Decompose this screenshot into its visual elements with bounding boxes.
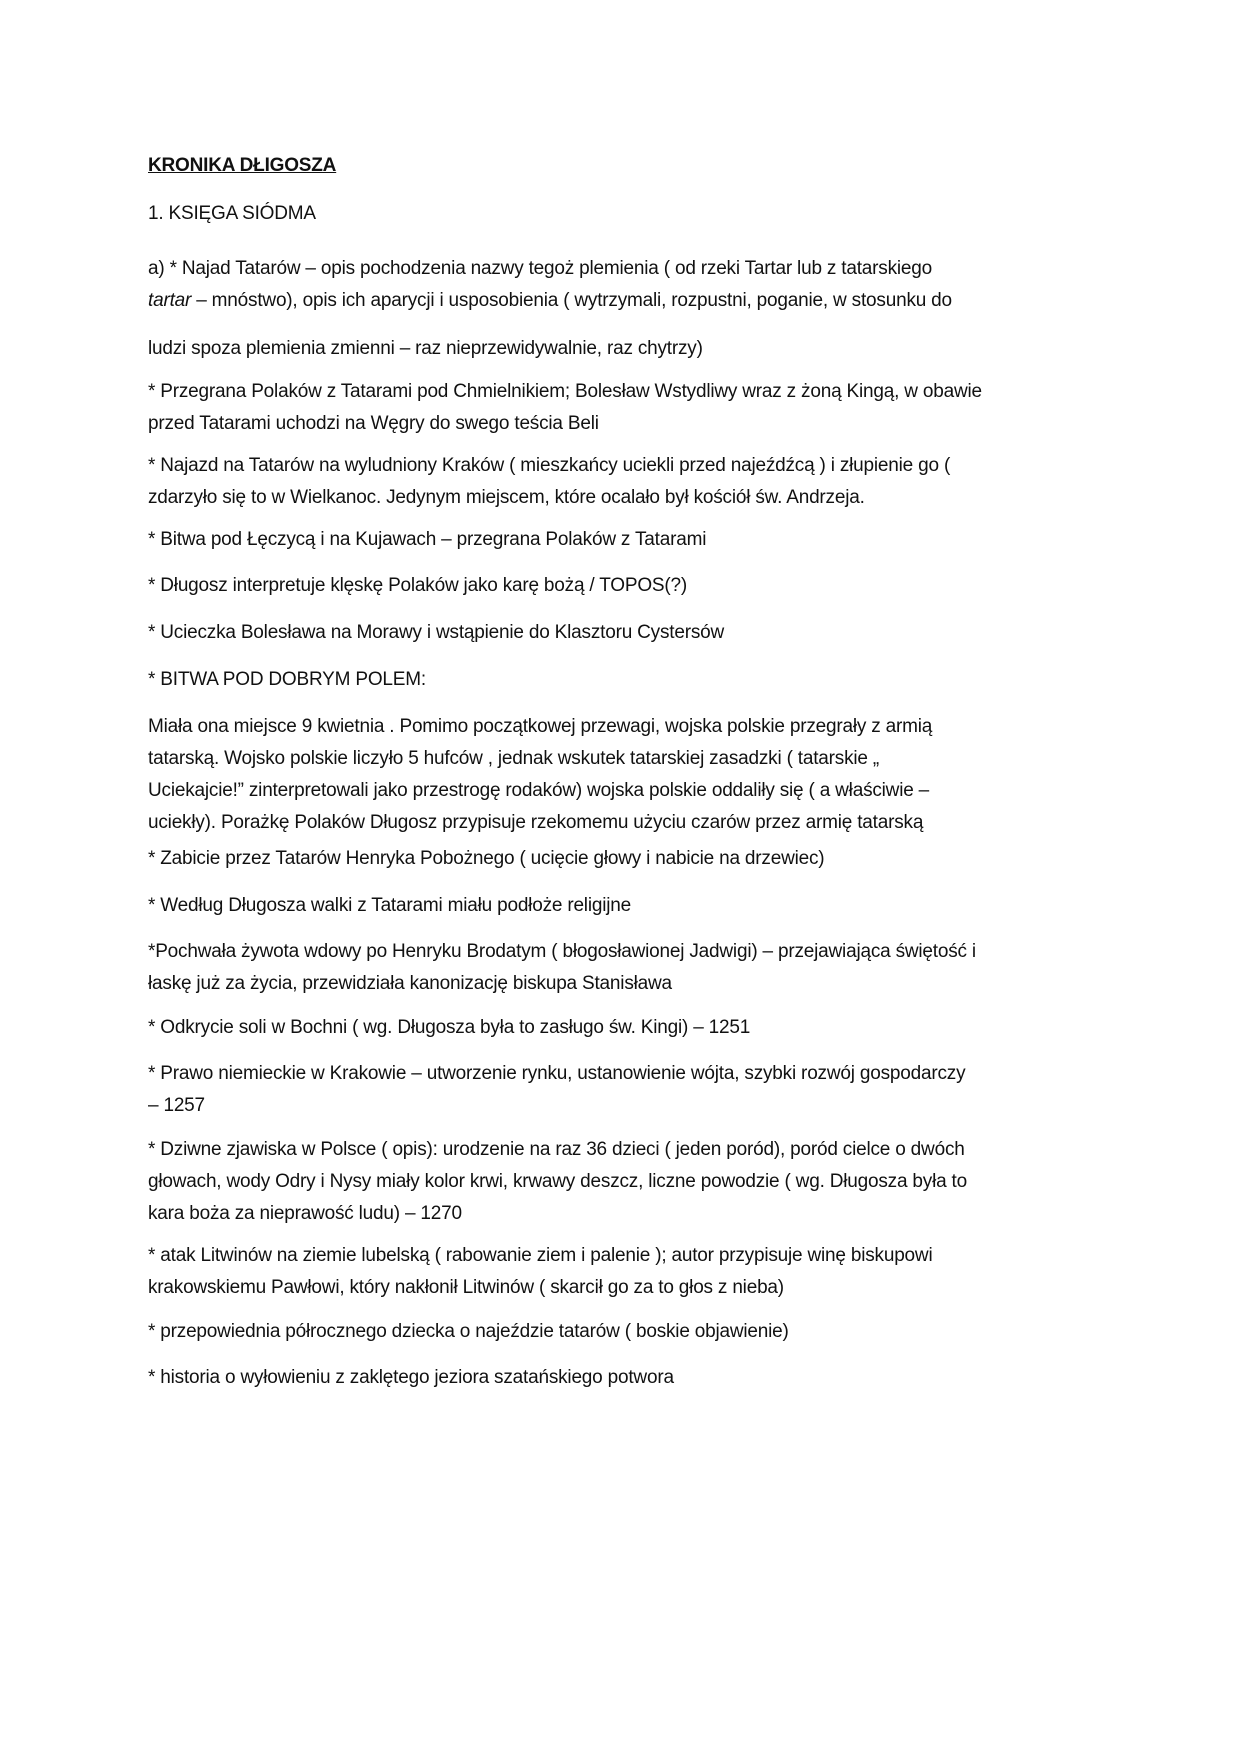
paragraph-bochnia — [148, 1012, 1098, 1044]
paragraph-line: * historia o wyłowieniu z zaklętego jeziora szatańskiego potwora — [148, 1367, 674, 1388]
paragraph-battle-heading — [148, 664, 1098, 696]
paragraph-line: ludzi spoza plemienia zmienni – raz nieprzewidywalnie, raz chytrzy) — [148, 338, 703, 359]
paragraph-line: * atak Litwinów na ziemie lubelską ( rabowanie ziem i palenie ); autor przypisuje winę biskupowi — [148, 1245, 933, 1266]
paragraph-moravia — [148, 617, 1098, 649]
paragraph-line: Uciekajcie!” zinterpretowali jako przestrogę rodaków) wojska polskie oddaliły się ( a właściwie – — [148, 780, 930, 801]
paragraph-line: * BITWA POD DOBRYM POLEM: — [148, 669, 426, 690]
paragraph-line: * przepowiednia półrocznego dziecka o najeździe tatarów ( boskie objawienie) — [148, 1321, 789, 1342]
paragraph-line: * Zabicie przez Tatarów Henryka Pobożnego ( ucięcie głowy i nabicie na drzewiec) — [148, 848, 825, 869]
section-heading-block — [148, 198, 1098, 230]
paragraph-line: * Długosz interpretuje klęskę Polaków jako karę bożą / TOPOS(?) — [148, 575, 688, 596]
paragraph-religious — [148, 890, 1098, 922]
paragraph-henryk — [148, 843, 1098, 875]
paragraph-krakow — [148, 450, 1098, 514]
paragraph-line: Miała ona miejsce 9 kwietnia . Pomimo początkowej przewagi, wojska polskie przegrały z armią — [148, 716, 933, 737]
paragraph-tatars-origin — [148, 253, 1098, 317]
document-title-block — [148, 150, 1098, 182]
paragraph-lithuanians — [148, 1240, 1098, 1304]
paragraph-line: *Pochwała żywota wdowy po Henryku Brodatym ( błogosławionej Jadwigi) – przejawiająca świętość i — [148, 941, 976, 962]
paragraph-jadwiga — [148, 936, 1098, 1000]
paragraph-german-law — [148, 1058, 1098, 1122]
paragraph-line: * Według Długosza walki z Tatarami miału podłoże religijne — [148, 895, 631, 916]
paragraph-line: * Odkrycie soli w Bochni ( wg. Długosza była to zasługo św. Kingi) – 1251 — [148, 1017, 751, 1038]
paragraph-punishment — [148, 570, 1098, 602]
italic-word: tartar — [148, 290, 192, 311]
paragraph-line: * Najazd na Tatarów na wyludniony Kraków ( mieszkańcy uciekli przed najeźdźcą ) i złupienie go ( — [148, 455, 951, 476]
paragraph-line: łaskę już za życia, przewidziała kanonizację biskupa Stanisława — [148, 973, 672, 994]
paragraph-line: * Dziwne zjawiska w Polsce ( opis): urodzenie na raz 36 dzieci ( jeden poród), poród cielce o dwóch — [148, 1139, 965, 1160]
paragraph-line: a) * Najad Tatarów – opis pochodzenia nazwy tegoż plemienia ( od rzeki Tartar lub z tatarskiego — [148, 258, 933, 279]
paragraph-line — [148, 285, 1098, 317]
paragraph-battle-description — [148, 711, 1098, 839]
paragraph-line: tatarską. Wojsko polskie liczyło 5 hufców , jednak wskutek tatarskiej zasadzki ( tatarskie „ — [148, 748, 879, 769]
paragraph-prophecy — [148, 1316, 1098, 1348]
paragraph-lake-monster — [148, 1362, 1098, 1394]
paragraph-line: * Przegrana Polaków z Tatarami pod Chmielnikiem; Bolesław Wstydliwy wraz z żoną Kingą, w obawie — [148, 381, 982, 402]
paragraph-line: zdarzyło się to w Wielkanoc. Jedynym miejscem, które ocalało był kościół św. Andrzeja. — [148, 487, 865, 508]
paragraph-line: * Bitwa pod Łęczycą i na Kujawach – przegrana Polaków z Tatarami — [148, 529, 707, 550]
paragraph-tatars-continuation — [148, 333, 1098, 365]
paragraph-line: * Ucieczka Bolesława na Morawy i wstąpienie do Klasztoru Cystersów — [148, 622, 725, 643]
paragraph-line: * Prawo niemieckie w Krakowie – utworzenie rynku, ustanowienie wójta, szybki rozwój gospodarczy — [148, 1063, 966, 1084]
line-rest: – mnóstwo), opis ich aparycji i usposobienia ( wytrzymali, rozpustni, poganie, w stosunku do — [191, 290, 952, 311]
paragraph-line: – 1257 — [148, 1095, 205, 1116]
paragraph-leczyca — [148, 524, 1098, 556]
paragraph-chmielnik — [148, 376, 1098, 440]
section-heading: 1. KSIĘGA SIÓDMA — [148, 203, 316, 224]
document-title: KRONIKA DŁIGOSZA — [148, 155, 337, 176]
paragraph-line: uciekły). Porażkę Polaków Długosz przypisuje rzekomemu użyciu czarów przez armię tatarską — [148, 812, 924, 833]
paragraph-strange-events — [148, 1134, 1098, 1230]
paragraph-line: przed Tatarami uchodzi na Węgry do swego teścia Beli — [148, 413, 599, 434]
paragraph-line: krakowskiemu Pawłowi, który nakłonił Litwinów ( skarcił go za to głos z nieba) — [148, 1277, 784, 1298]
paragraph-line: głowach, wody Odry i Nysy miały kolor krwi, krwawy deszcz, liczne powodzie ( wg. Długosza była to — [148, 1171, 967, 1192]
paragraph-line: kara boża za nieprawość ludu) – 1270 — [148, 1203, 462, 1224]
